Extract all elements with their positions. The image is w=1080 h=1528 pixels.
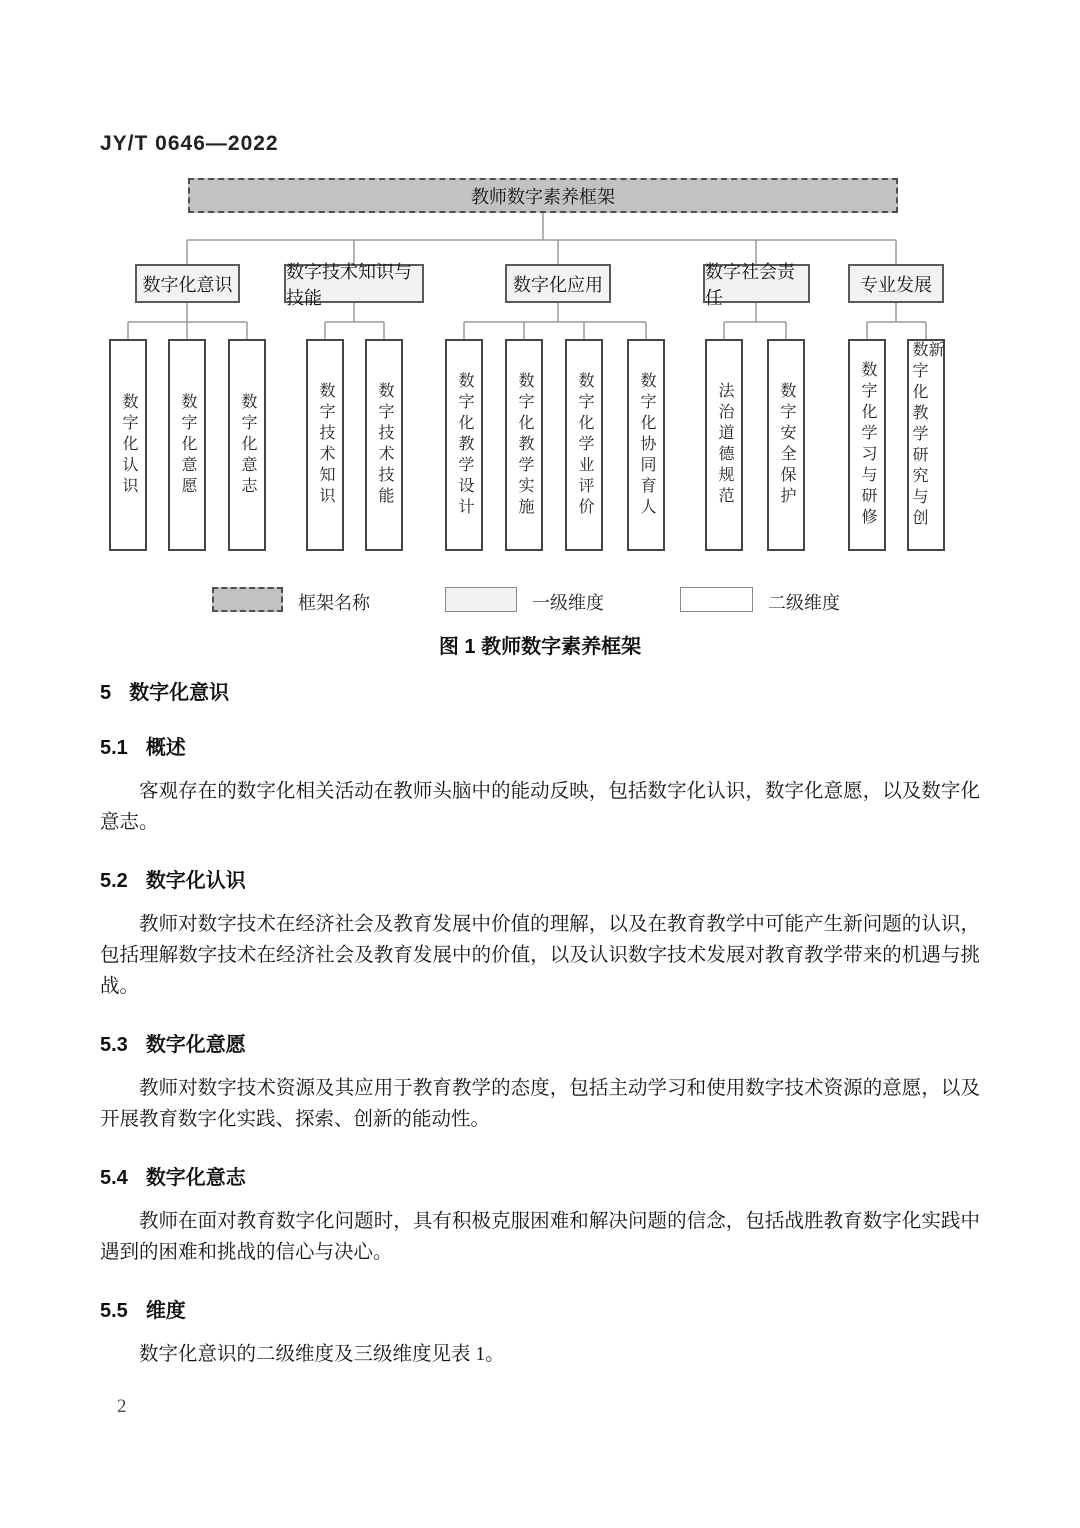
section-number: 5: [100, 682, 112, 704]
legend-label-level1-dimension: 一级维度: [532, 593, 604, 613]
level2-label: 数字化教学实施: [516, 371, 533, 519]
level2-box: [168, 339, 206, 551]
section-number: 5.3: [100, 1034, 128, 1056]
level2-label: 数字化意志: [239, 392, 256, 498]
section-paragraph: 客观存在的数字化相关活动在教师头脑中的能动反映，包括数字化认识，数字化意愿，以及数字化意志。: [100, 781, 980, 833]
section-heading-5-3: [100, 1028, 980, 1057]
level2-label: 数字安全保护: [778, 382, 795, 508]
level2-label: 数字化教学研究与创新: [910, 341, 943, 530]
section-paragraph: 教师在面对教育数字化问题时，具有积极克服困难和解决问题的信念，包括战胜教育数字化实践中遇到的困难和挑战的信心与决心。: [100, 1211, 980, 1263]
section-heading-5: [100, 676, 980, 705]
section-number: 5.1: [100, 737, 128, 759]
level1-box-professional-development: [848, 264, 944, 303]
section-number: 5.5: [100, 1300, 128, 1322]
level2-label: 数字化教学设计: [456, 371, 473, 519]
level2-label: 法治道德规范: [716, 382, 733, 508]
section-heading-5-5: [100, 1294, 980, 1323]
level2-box: [306, 339, 344, 551]
legend-label-frame-name: 框架名称: [298, 593, 370, 613]
level2-box: [627, 339, 665, 551]
level2-box: [228, 339, 266, 551]
level2-label: 数字化意愿: [179, 392, 196, 498]
section-heading-5-1: [100, 731, 980, 760]
legend-swatch-level2-dimension: [680, 587, 753, 612]
level2-box: [365, 339, 403, 551]
level2-box: [109, 339, 147, 551]
level2-box: [505, 339, 543, 551]
page-number: 2: [117, 1396, 127, 1417]
level1-label: 专业发展: [860, 274, 932, 295]
section-heading-5-4: [100, 1161, 980, 1190]
section-title: 数字化意识: [129, 682, 230, 704]
section-heading-5-2: [100, 864, 980, 893]
framework-diagram: [0, 0, 1080, 700]
level1-label: 数字社会责任: [705, 261, 795, 308]
level1-box-digital-application: [505, 264, 611, 303]
section-paragraph: 教师对数字技术资源及其应用于教育教学的态度，包括主动学习和使用数字技术资源的意愿，以及开展教育数字化实践、探索、创新的能动性。: [100, 1078, 980, 1130]
level2-box: [705, 339, 743, 551]
section-title: 概述: [145, 737, 186, 759]
level1-label: 数字技术知识与技能: [286, 261, 412, 308]
section-number: 5.4: [100, 1167, 128, 1189]
section-title: 维度: [145, 1300, 186, 1322]
framework-root-label: 教师数字素养框架: [471, 186, 615, 207]
legend-swatch-level1-dimension: [445, 587, 517, 612]
level2-box: [767, 339, 805, 551]
level2-label: 数字技术技能: [376, 382, 393, 508]
figure-caption: 图 1 教师数字素养框架: [438, 636, 642, 658]
level2-label: 数字化学业评价: [576, 371, 593, 519]
section-title: 数字化意愿: [145, 1034, 246, 1056]
level2-box: [907, 339, 945, 551]
level1-label: 数字化应用: [513, 274, 603, 295]
level2-box: [565, 339, 603, 551]
section-title: 数字化认识: [145, 870, 246, 892]
level2-label: 数字化协同育人: [638, 371, 655, 519]
level2-label: 数字化认识: [120, 392, 137, 498]
level1-box-digital-awareness: [135, 264, 240, 303]
level2-label: 数字技术知识: [317, 382, 334, 508]
legend-swatch-frame-name: [212, 587, 283, 612]
level2-label: 数字化学习与研修: [859, 361, 876, 529]
level1-box-digital-social-responsibility: [703, 261, 810, 308]
section-number: 5.2: [100, 870, 128, 892]
level2-box: [848, 339, 886, 551]
level2-box: [445, 339, 483, 551]
section-paragraph: 数字化意识的二级维度及三级维度见表 1。: [139, 1344, 505, 1365]
section-title: 数字化意志: [145, 1167, 246, 1189]
standard-code: JY/T 0646—2022: [100, 132, 279, 155]
legend-label-level2-dimension: 二级维度: [768, 593, 840, 613]
body-sections: [100, 676, 980, 1376]
level1-label: 数字化意识: [142, 274, 233, 295]
framework-root-box: [188, 178, 898, 213]
section-paragraph: 教师对数字技术在经济社会及教育发展中价值的理解，以及在教育教学中可能产生新问题的认识，包括理解数字技术在经济社会及教育发展中的价值，以及认识数字技术发展对教育教学带来的机遇与挑战。: [100, 914, 980, 997]
level1-box-digital-knowledge-skills: [284, 261, 424, 308]
